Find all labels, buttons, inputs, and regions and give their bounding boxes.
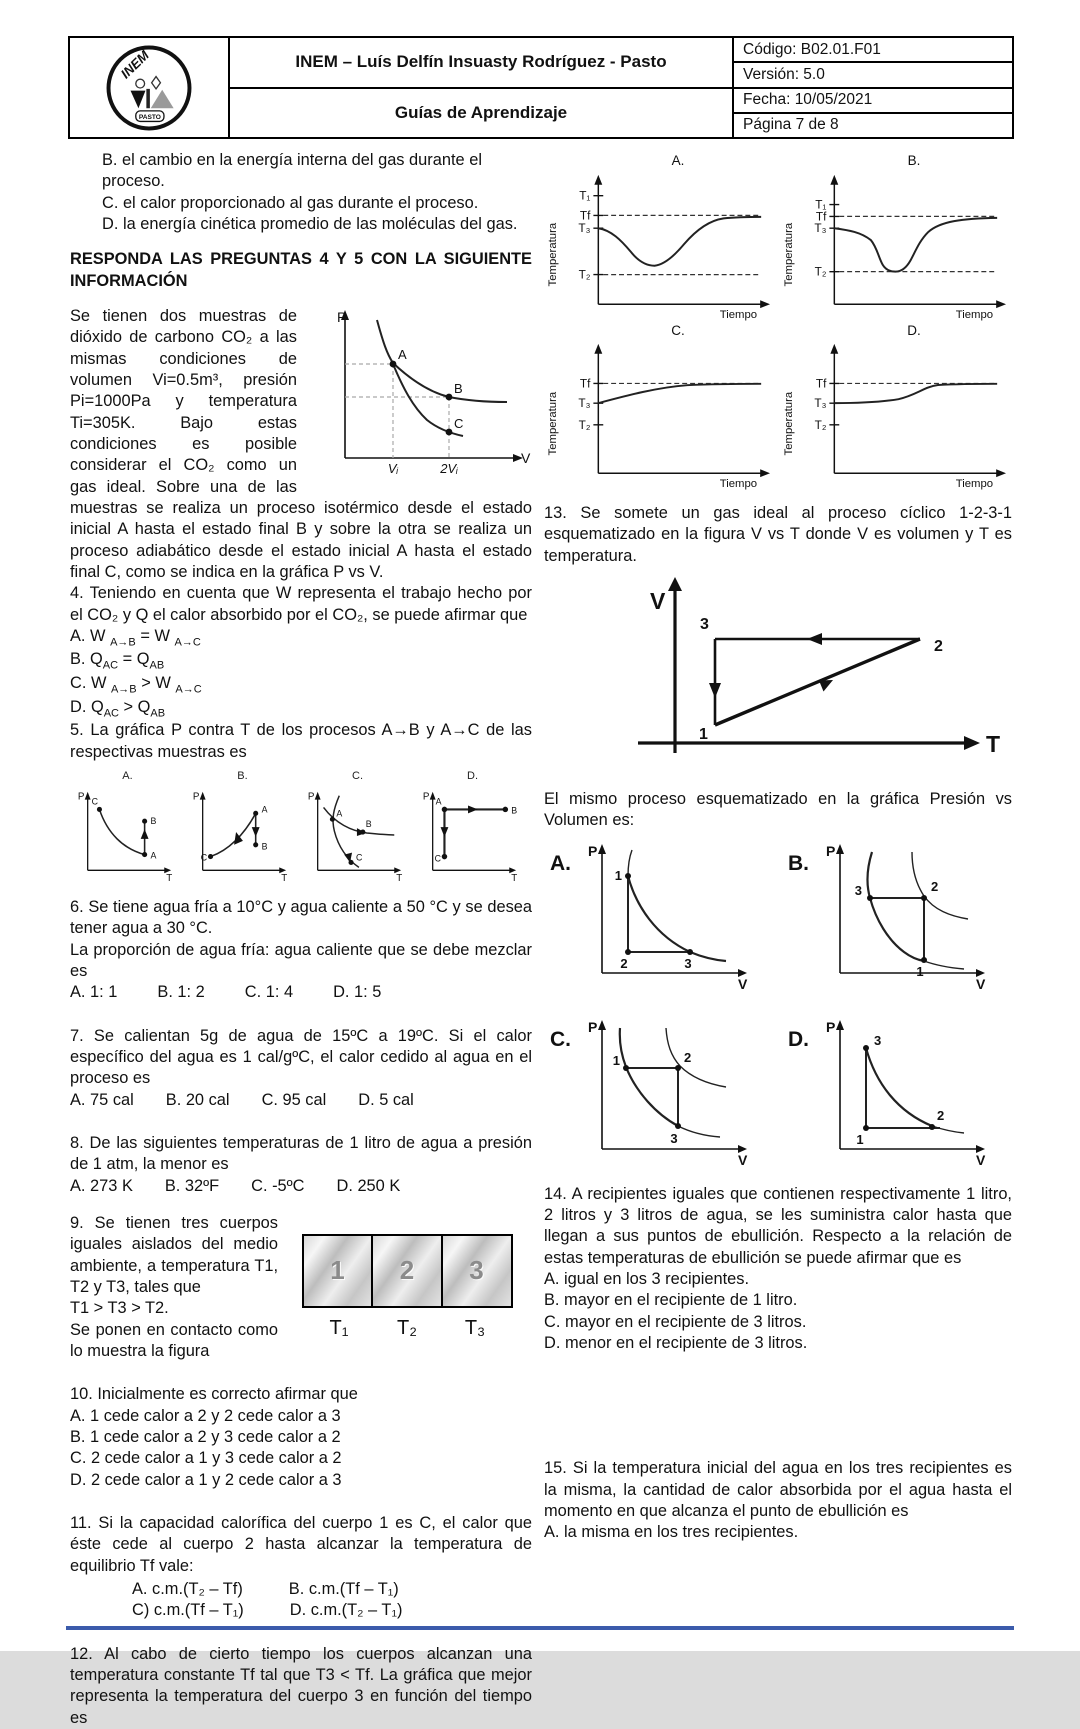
option: B. 20 cal xyxy=(165,1090,230,1109)
option: D. la energía cinética promedio de las moléculas del gas. xyxy=(102,214,518,233)
axes xyxy=(638,577,980,753)
axis-label-t: T xyxy=(986,731,1001,758)
pv-graph-b xyxy=(782,840,1007,990)
point-label: 2 xyxy=(931,878,939,894)
points xyxy=(97,807,147,857)
option: B. 1: 2 xyxy=(157,983,205,1002)
adiabat-curve xyxy=(868,852,924,961)
isotherm-curve xyxy=(912,852,968,919)
tick-label: T₃ xyxy=(814,396,827,411)
temp-graph-d xyxy=(780,322,1012,490)
y-axis-title: Temperatura xyxy=(782,391,795,456)
point-label: 1 xyxy=(614,867,622,883)
q5-graph-d-plot xyxy=(415,783,523,883)
bodies-temp-labels xyxy=(305,1315,509,1341)
question-7-stem: 7. Se calientan 5g de agua de 15ºC a 19ºC. Si el calor específico del agua es 1 cal/gºC, el calor cedido al agua en el proceso es xyxy=(70,1026,532,1088)
points xyxy=(623,1065,681,1129)
option: B. 32ºF xyxy=(164,1176,220,1195)
state-points xyxy=(390,361,453,436)
points xyxy=(867,895,927,963)
cycle-path xyxy=(709,633,920,725)
tick-label: T₂ xyxy=(578,267,591,282)
process-curve xyxy=(211,814,256,857)
temp-graph-d-plot xyxy=(780,339,1012,489)
graph-label: D. xyxy=(467,769,478,782)
isotherm-curve xyxy=(628,876,726,961)
axes xyxy=(830,344,1006,477)
pv-graph-a xyxy=(544,840,769,990)
point-b-label: B xyxy=(454,380,463,396)
tick-label: Tf xyxy=(815,208,827,223)
option: A. igual en los 3 recipientes. xyxy=(544,1270,750,1289)
point-label: C xyxy=(434,853,442,864)
point-label: 3 xyxy=(684,955,692,971)
doc-page-number: Página 7 de 8 xyxy=(743,116,839,134)
point-label: 1 xyxy=(916,963,924,979)
isotherm-curve xyxy=(866,1048,932,1126)
point-label: B xyxy=(261,841,268,852)
points xyxy=(442,807,508,860)
axes xyxy=(341,310,523,462)
adiabat-curve xyxy=(620,1028,678,1126)
question-9-relation: T1 > T3 > T2. xyxy=(70,1299,169,1318)
tick-label: T₂ xyxy=(814,264,827,279)
axis-label-t: T xyxy=(511,873,518,885)
graph-label: B. xyxy=(907,153,921,168)
temp-label: T₃ xyxy=(464,1317,486,1340)
point-label: 2 xyxy=(937,1107,945,1123)
option: D. 250 K xyxy=(336,1176,401,1195)
question-9-stem: 9. Se tienen tres cuerpos iguales aislados del medio ambiente, a temperatura T1, T2 y T3, tales que xyxy=(70,1214,278,1297)
option: A. la misma en los tres recipientes. xyxy=(544,1523,799,1542)
tick-label: T₃ xyxy=(578,396,591,411)
graph-label: C. xyxy=(671,322,685,338)
question-6-stem: 6. Se tiene agua fría a 10°C y agua caliente a 50 °C y se desea tener agua a 30 °C. xyxy=(70,898,532,938)
question-8 xyxy=(70,1133,532,1197)
axis-label-p: P xyxy=(826,1018,836,1035)
down-arrow-icon xyxy=(441,827,449,837)
axis-label-t: T xyxy=(281,873,288,885)
point-label: B xyxy=(511,805,518,816)
axis-label-v: V xyxy=(650,588,666,615)
up-arrow-icon xyxy=(141,829,149,839)
option: C. -5ºC xyxy=(251,1176,305,1195)
axis-label-p: P xyxy=(588,1018,598,1035)
points xyxy=(208,811,258,859)
tick-label: T₁ xyxy=(815,197,827,212)
temp-graph-a-plot xyxy=(544,170,776,320)
pv-prompt: El mismo proceso esquematizado en la gráfica Presión vs Volumen es: xyxy=(544,790,1012,830)
graph-label: D. xyxy=(788,1027,809,1051)
axis-label-p: P xyxy=(77,791,85,803)
temp-label: T₁ xyxy=(329,1317,349,1340)
page-footer-rule xyxy=(66,1626,1014,1630)
x-axis-title: Tiempo xyxy=(719,308,758,321)
question-6-options xyxy=(70,982,532,1003)
tick-label: Tf xyxy=(815,376,827,391)
process-lines xyxy=(626,1068,678,1126)
question-10 xyxy=(70,1384,532,1491)
graph-label: B. xyxy=(237,769,248,782)
isotherm-curve xyxy=(377,320,507,402)
option: D. 5 cal xyxy=(358,1090,414,1109)
option: A. c.m.(T₂ – Tf) xyxy=(132,1580,243,1599)
point-label: A xyxy=(261,804,268,815)
axis-label-v: V xyxy=(976,975,986,992)
option: B. 1 cede calor a 2 y 3 cede calor a 2 xyxy=(70,1428,341,1447)
left-column xyxy=(70,150,532,1729)
tick-label: T₃ xyxy=(578,220,591,235)
option: C. el calor proporcionado al gas durante el proceso. xyxy=(102,193,479,212)
doc-title: Guías de Aprendizaje xyxy=(394,102,568,122)
question-15-stem: 15. Si la temperatura inicial del agua en los tres recipientes es la misma, la cantidad de calor absorbida por el agua hasta el momento en que alcanza el punto de ebullición es xyxy=(544,1459,1012,1521)
point-label: C xyxy=(200,852,208,863)
guide-dashes xyxy=(345,364,449,458)
axes xyxy=(830,174,1006,307)
point-a-label: A xyxy=(398,346,407,362)
graph-label: C. xyxy=(352,769,363,782)
temperature-curve xyxy=(598,384,761,403)
axis-label-t: T xyxy=(166,873,173,885)
q5-graph-a xyxy=(70,769,185,883)
option: D. menor en el recipiente de 3 litros. xyxy=(544,1334,808,1353)
tick-label: T₁ xyxy=(579,188,591,203)
graph-label: D. xyxy=(907,322,921,338)
question-6-substem: La proporción de agua fría: agua caliente que se debe mezclar es xyxy=(70,940,532,981)
doc-version: Versión: 5.0 xyxy=(734,63,1012,88)
option: A. 75 cal xyxy=(70,1090,134,1109)
option: B. el cambio en la energía interna del gas durante el proceso. xyxy=(102,151,482,191)
org-title: INEM – Luís Delfín Insuasty Rodríguez - Pasto xyxy=(230,38,732,89)
option: A. W $_{A\to B}$ = W $_{A\to C}$ xyxy=(70,626,201,649)
doc-date: Fecha: 10/05/2021 xyxy=(734,89,1012,114)
intro-paragraph: Se tienen dos muestras de dióxido de carbono CO₂ a las mismas condiciones de volumen Vi=0.5m³, presión Pi=1000Pa y temperatura Ti=305K. Bajo estas condiciones es posible considerar el CO₂ como un gas ideal. Sobre una de las muestras se realiza un proceso isotérmico desde el estado inicial A hasta el estado final B y sobre la otra se realiza un proceso adiabático desde el estado inicial A hasta el estado final C, como se indica en la gráfica P vs V. xyxy=(70,306,532,581)
question-8-stem: 8. De las siguientes temperaturas de 1 litro de agua a presión de 1 atm, la menor es xyxy=(70,1134,532,1174)
point-label: C xyxy=(355,852,363,863)
axis-label-p: P xyxy=(337,308,347,325)
q5-graph-c-plot xyxy=(300,783,408,883)
bodies-figure xyxy=(278,1213,532,1362)
option: B. mayor en el recipiente de 1 litro. xyxy=(544,1291,798,1310)
process-lines xyxy=(628,876,690,952)
intro-block xyxy=(70,306,532,583)
curve-tail xyxy=(924,961,964,969)
question-15 xyxy=(544,1458,1012,1543)
question-4-stem: 4. Teniendo en cuenta que W representa el trabajo hecho por el CO₂ y Q el calor absorbido por el CO₂, se puede afirmar que xyxy=(70,584,532,624)
point-label: A xyxy=(150,850,157,861)
question-6 xyxy=(70,897,532,1004)
question-14-stem: 14. A recipientes iguales que contienen respectivamente 1 litro, 2 litros y 3 litros de agua, se les suministra calor hasta que llegan a sus puntos de ebullición. Respecto a la relación de estas temperaturas de ebullición se puede afirmar que es xyxy=(544,1184,1012,1267)
axis-label-v: V xyxy=(521,449,531,466)
isotherm-tail xyxy=(628,850,632,876)
point-label: 2 xyxy=(620,955,628,971)
point-label: 3 xyxy=(670,1130,678,1146)
axis-label-v: V xyxy=(976,1151,986,1168)
option: C. mayor en el recipiente de 3 litros. xyxy=(544,1312,807,1331)
logo-emblem-shapes xyxy=(131,76,174,108)
logo-cell xyxy=(70,38,230,137)
question-4-options xyxy=(70,626,532,720)
process-lines xyxy=(870,898,924,960)
adiabat-curve xyxy=(393,364,463,436)
tick-label: T₂ xyxy=(578,417,591,432)
q5-graph-a-plot xyxy=(70,783,178,883)
q5-graph-d xyxy=(415,769,530,883)
tick-label: T₂ xyxy=(814,417,827,432)
temp-graph-b-plot xyxy=(780,170,1012,320)
graph-label: B. xyxy=(788,851,809,875)
tick-vi: Vᵢ xyxy=(387,460,399,476)
y-axis-title: Temperatura xyxy=(782,222,795,286)
temp-graph-a xyxy=(544,152,776,320)
question-9 xyxy=(70,1213,532,1362)
option: B. $Q_{AC} = Q_{AB}$ xyxy=(70,650,165,672)
question-13-stem: 13. Se somete un gas ideal al proceso cíclico 1-2-3-1 esquematizado en la figura V vs T donde V es volumen y T es temperatura. xyxy=(544,504,1012,565)
q5-graph-b-plot xyxy=(185,783,293,883)
option: D. 1: 5 xyxy=(333,983,382,1002)
x-axis-title: Tiempo xyxy=(955,478,994,491)
down-arrow-icon xyxy=(252,827,260,837)
temp-graph-c-plot xyxy=(544,339,776,489)
question-8-options xyxy=(70,1176,532,1197)
axis-label-p: P xyxy=(307,791,315,803)
points xyxy=(863,1045,935,1131)
section-instruction: RESPONDA LAS PREGUNTAS 4 Y 5 CON LA SIGUIENTE INFORMACIÓN xyxy=(70,250,532,290)
body-1: 1 xyxy=(302,1234,374,1308)
option: D. 2 cede calor a 1 y 2 cede calor a 3 xyxy=(70,1470,342,1489)
option: C) c.m.(Tf – T₁) xyxy=(132,1601,244,1620)
question-11-options xyxy=(70,1579,532,1622)
option: D. $Q_{AC} > Q_{AB}$ xyxy=(70,697,166,719)
temperature-curve xyxy=(834,217,997,271)
point-label: 1 xyxy=(856,1131,864,1147)
question-7 xyxy=(70,1026,532,1111)
question-12-stem: 12. Al cabo de cierto tiempo los cuerpos alcanzan una temperatura constante Tf tal que T3 < Tf. La gráfica que mejor representa la temperatura del cuerpo 3 en función del tiempo es xyxy=(70,1644,532,1727)
x-axis-title: Tiempo xyxy=(719,478,758,491)
q13-answer-graphs xyxy=(544,840,1012,1166)
option: C. 95 cal xyxy=(261,1090,327,1109)
graph-label: A. xyxy=(550,851,571,875)
vt-cycle-diagram xyxy=(580,575,1000,775)
axis-label-p: P xyxy=(422,791,430,803)
axis-label-v: V xyxy=(738,1151,748,1168)
temperature-curve xyxy=(834,384,997,403)
question-11 xyxy=(70,1513,532,1622)
axes xyxy=(594,344,770,477)
pv-graph-c xyxy=(544,1016,769,1166)
temp-label: T₂ xyxy=(397,1317,417,1340)
q12-answer-graphs xyxy=(544,152,1012,489)
graph-label: A. xyxy=(671,153,685,168)
points xyxy=(625,873,693,955)
q5-graph-c xyxy=(300,769,415,883)
graph-label: C. xyxy=(550,1027,571,1051)
temp-graph-c xyxy=(544,322,776,490)
point-label: 2 xyxy=(684,1049,692,1065)
point-1-label: 1 xyxy=(699,726,708,744)
tick-label: T₃ xyxy=(814,220,827,235)
temperature-curve xyxy=(598,216,761,265)
option: A. 1: 1 xyxy=(70,983,118,1002)
axis-label-p: P xyxy=(588,842,598,859)
logo-text: INEM xyxy=(117,47,152,81)
option: B. c.m.(Tf – T₁) xyxy=(288,1580,399,1599)
y-axis-title: Temperatura xyxy=(546,391,559,456)
question-11-stem: 11. Si la capacidad calorífica del cuerpo 1 es C, el calor que éste cede al cuerpo 2 hasta alcanzar la temperatura de equilibrio Tf vale: xyxy=(70,1514,532,1575)
inem-logo xyxy=(105,44,193,132)
question-12 xyxy=(70,1644,532,1729)
point-label: 3 xyxy=(874,1032,882,1048)
axis-label-v: V xyxy=(738,975,748,992)
point-3-label: 3 xyxy=(700,616,709,634)
right-arrow-icon xyxy=(468,806,478,814)
point-label: 3 xyxy=(854,882,862,898)
question-5-graphs xyxy=(70,769,532,883)
x-axis-title: Tiempo xyxy=(955,308,994,321)
bodies-row xyxy=(302,1234,513,1308)
option: C. W $_{A\to B}$ > W $_{A\to C}$ xyxy=(70,674,202,696)
point-label: A xyxy=(435,796,442,807)
question-3-options xyxy=(70,150,532,235)
y-axis-title: Temperatura xyxy=(546,222,559,286)
temp-graph-b xyxy=(780,152,1012,320)
option: A. 273 K xyxy=(70,1176,133,1195)
question-9-text xyxy=(70,1213,278,1362)
process-curve xyxy=(99,810,144,855)
axis-label-t: T xyxy=(396,873,403,885)
point-label: B xyxy=(365,819,372,830)
point-label: A xyxy=(336,808,343,819)
graph-label: A. xyxy=(122,769,133,782)
tick-2vi: 2Vᵢ xyxy=(440,460,458,476)
question-5-stem: 5. La gráfica P contra T de los procesos A→B y A→C de las respectivas muestras es xyxy=(70,721,532,761)
pv-states-diagram xyxy=(307,306,532,476)
axis-label-p: P xyxy=(826,842,836,859)
tick-label: Tf xyxy=(579,207,591,222)
option: C. 1: 4 xyxy=(244,983,294,1002)
doc-code: Código: B02.01.F01 xyxy=(734,38,1012,63)
tick-label: Tf xyxy=(579,376,591,391)
pv-graph-d xyxy=(782,1016,1007,1166)
question-10-stem: 10. Inicialmente es correcto afirmar que xyxy=(70,1385,358,1404)
question-9-note: Se ponen en contacto como lo muestra la figura xyxy=(70,1320,278,1361)
body-2: 2 xyxy=(371,1234,443,1308)
point-label: 1 xyxy=(612,1052,620,1068)
axis-label-p: P xyxy=(192,791,200,803)
right-column xyxy=(544,152,1012,1544)
process-lines xyxy=(866,1048,940,1128)
point-label: B xyxy=(150,816,157,827)
isotherm-curve xyxy=(666,1028,726,1087)
option: A. 1 cede calor a 2 y 2 cede calor a 3 xyxy=(70,1406,341,1425)
question-7-options xyxy=(70,1090,532,1111)
body-3: 3 xyxy=(441,1234,513,1308)
question-14 xyxy=(544,1184,1012,1355)
option: C. 2 cede calor a 1 y 3 cede calor a 2 xyxy=(70,1449,342,1468)
logo-city: PASTO xyxy=(138,113,161,121)
point-2-label: 2 xyxy=(934,638,943,656)
q5-graph-b xyxy=(185,769,300,883)
header-middle xyxy=(230,38,732,137)
header-meta xyxy=(732,38,1012,137)
option: D. c.m.(T₂ – T₁) xyxy=(289,1601,403,1620)
curve-tail xyxy=(678,1126,720,1137)
point-c-label: C xyxy=(454,415,464,431)
header-table xyxy=(68,36,1014,139)
point-label: C xyxy=(91,796,98,807)
